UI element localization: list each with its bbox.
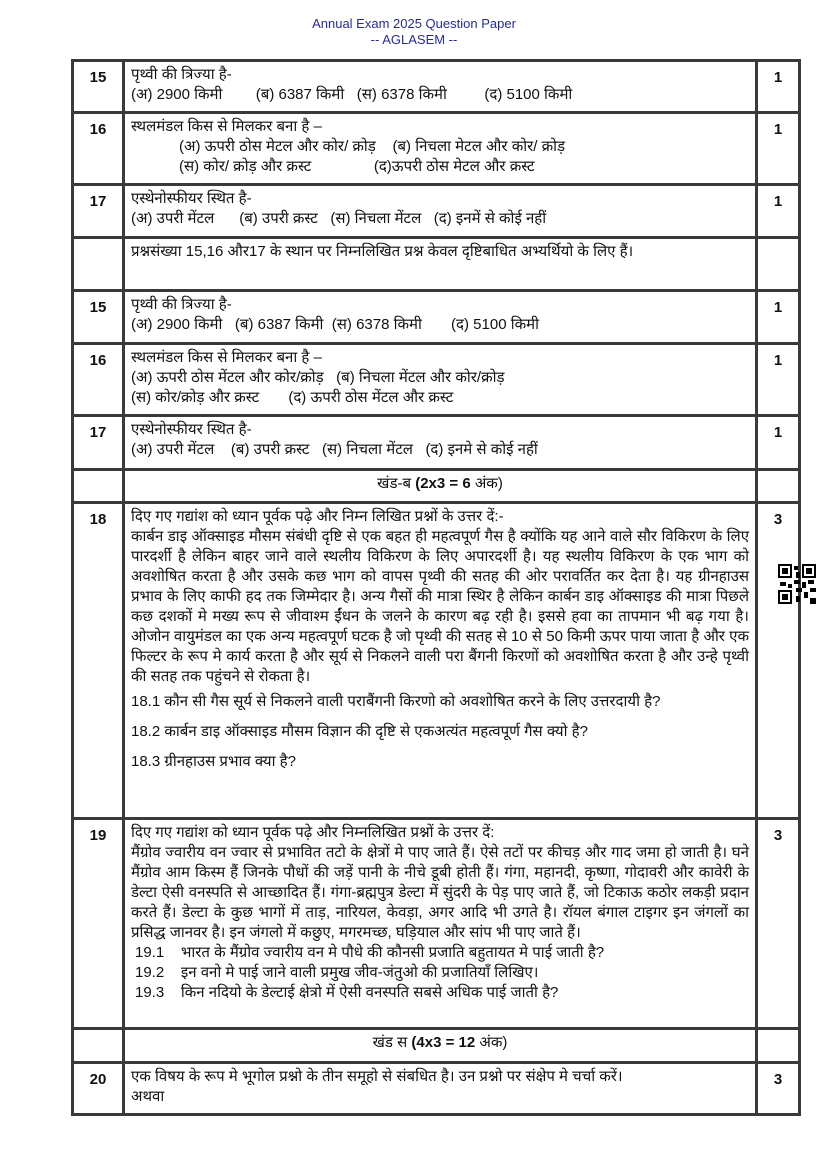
section-label: खंड-ब (377, 475, 416, 492)
question-marks: 3 (757, 1063, 800, 1115)
passage: मैंग्रोव ज्वारीय वन ज्वार से प्रभावित तटो के क्षेत्रों मे पाए जाते हैं। ऐसे तटों पर कीचड़ और गाद जमा हो जाती है। घने मैंग्रोव आम किस्म हैं जिनके पौधों की जड़ें पानी के नीचे डूबी होती हैं। गंगा, महानदी, कृष्णा, गोदावरी और कावेरी के डेल्टा ऐसी वनस्पति से आच्छादित हैं। गंगा-ब्रह्मपुत्र डेल्टा में सुंदरी के पेड़ पाए जाते हैं, जो टिकाऊ कठोर लकड़ी प्रदान करते हैं। डेल्टा के कुछ भागों में ताड़, नारियल, केवड़ा, अगर आदि भी उगते है। रॉयल बंगाल टाइगर इन जंगलों का प्रसिद्ध जानवर है। इन जंगलो में कछुए, मगरमच्छ, घड़ियाल और सांप भी पाए जाते हैं। (131, 844, 749, 941)
question-number: 16 (73, 344, 124, 416)
question-marks: 3 (757, 503, 800, 819)
question-row (73, 291, 800, 344)
question-number (73, 238, 124, 291)
question-options: (अ) 2900 किमी (ब) 6387 किमी (स) 6378 किमी (द) 5100 किमी (131, 316, 539, 333)
question-stem: एक विषय के रूप मे भूगोल प्रश्नो के तीन समूहो से संबधित है। उन प्रश्नो पर संक्षेप मे चर्चा करें। (131, 1068, 623, 1085)
or-label: अथवा (131, 1088, 165, 1105)
question-marks (757, 238, 800, 291)
question-marks: 3 (757, 819, 800, 1029)
sub-question: 18.2 कार्बन डाइ ऑक्साइड मौसम विज्ञान की दृष्टि से एकअत्यंत महत्वपूर्ण गैस क्यो है? (131, 723, 588, 740)
question-stem: एस्थेनोस्फीयर स्थित है- (131, 421, 252, 438)
header-subtitle: -- AGLASEM -- (370, 32, 458, 47)
section-score: (2x3 = 6 (415, 475, 475, 492)
question-marks: 1 (757, 113, 800, 185)
section-heading-row (73, 1029, 800, 1063)
question-marks: 1 (757, 185, 800, 238)
section-unit: अंक) (479, 1034, 508, 1051)
question-stem: एस्थेनोस्फीयर स्थित है- (131, 190, 252, 207)
question-text (124, 113, 757, 185)
question-number: 18 (73, 503, 124, 819)
question-text (124, 185, 757, 238)
question-stem: स्थलमंडल किस से मिलकर बना है – (131, 349, 322, 366)
question-number: 19 (73, 819, 124, 1029)
question-options: (स) कोर/क्रोड़ और क्रस्ट (द) ऊपरी ठोस मेंटल और क्रस्ट (131, 389, 454, 406)
passage: कार्बन डाइ ऑक्साइड मौसम संबंधी दृष्टि से एक बहत ही महत्वपूर्ण गैस है क्योंकि यह आने वाले सौर विकिरण के लिए पारदर्शी है लेकिन बाहर जाने वाले स्थलीय विकिरण के लिए अपारदर्शी है। यह स्थलीय विकिरण के एक भाग को अवशोषित करता है और उसके कछ भाग को वापस पृथ्वी की सतह की ओर परावर्तित कर देता है। यह ग्रीनहाउस प्रभाव के लिए काफी हद तक जिम्मेदार है। अन्य गैसों की मात्रा स्थिर है लेकिन कार्बन डाइ ऑक्साइड की मात्रा पिछले कछ दशकों मे मख्य रूप से जीवाश्म ईंधन के जलने के कारण बढ़ रही है। इससे हवा का तापमान भी बढ़ गया है। ओजोन वायुमंडल का एक अन्य महत्वपूर्ण घटक है जो पृथ्वी की सतह से 10 से 50 किमी ऊपर पाया जाता है और एक फिल्टर के रूप मे कार्य करता है और सूर्य से निकलने वाली परा बैंगनी किरणों को अवशोषित करता है और उन्हे पृथ्वी की सतह तक पहुंचने से रोकता है। (131, 528, 749, 685)
question-options: (स) कोर/ क्रोड़ और क्रस्ट (द)ऊपरी ठोस मेटल और क्रस्ट (179, 158, 535, 175)
question-text (124, 344, 757, 416)
question-row (73, 1063, 800, 1115)
question-text (124, 416, 757, 470)
question-number: 17 (73, 416, 124, 470)
section-score: (4x3 = 12 (411, 1034, 480, 1051)
question-options: (अ) उपरी मेंटल (ब) उपरी क्रस्ट (स) निचला मेंटल (द) इनमें से कोई नहीं (131, 210, 547, 227)
instruction-row (73, 238, 800, 291)
sub-question: 19.2 इन वनो मे पाई जाने वाली प्रमुख जीव-जंतुओ की प्रजातियाँ लिखिए। (135, 964, 539, 981)
sub-question: 18.1 कौन सी गैस सूर्य से निकलने वाली पराबैंगनी किरणो को अवशोषित करने के लिए उत्तरदायी है? (131, 693, 661, 710)
qr-code-icon (778, 564, 816, 604)
passage-instruction: दिए गए गद्यांश को ध्यान पूर्वक पढ़े और निम्नलिखित प्रश्नों के उत्तर दें: (131, 824, 495, 841)
passage-instruction: दिए गए गद्यांश को ध्यान पूर्वक पढ़े और निम्न लिखित प्रश्नों के उत्तर दें:- (131, 508, 504, 525)
question-text (124, 291, 757, 344)
empty-cell (757, 470, 800, 503)
instruction-text: प्रश्नसंख्या 15,16 और17 के स्थान पर निम्नलिखित प्रश्न केवल दृष्टिबाधित अभ्यर्थियो के लिए हैं। (124, 238, 757, 291)
question-stem: पृथ्वी की त्रिज्या है- (131, 296, 232, 313)
question-marks: 1 (757, 61, 800, 113)
question-text (124, 819, 757, 1029)
question-row (73, 416, 800, 470)
question-text (124, 1063, 757, 1115)
empty-cell (757, 1029, 800, 1063)
question-number: 16 (73, 113, 124, 185)
section-c-heading (124, 1029, 757, 1063)
question-table (71, 59, 801, 1116)
question-number: 15 (73, 291, 124, 344)
section-label: खंड स (372, 1034, 412, 1051)
question-options: (अ) 2900 किमी (ब) 6387 किमी (स) 6378 किमी (द) 5100 किमी (131, 86, 573, 103)
question-row (73, 344, 800, 416)
sub-question: 19.1 भारत के मैंग्रोव ज्वारीय वन मे पौधे की कौनसी प्रजाति बहुतायत मे पाई जाती है? (135, 944, 605, 961)
question-row (73, 185, 800, 238)
question-row (73, 113, 800, 185)
question-marks: 1 (757, 416, 800, 470)
section-heading-row (73, 470, 800, 503)
question-marks: 1 (757, 291, 800, 344)
empty-cell (73, 1029, 124, 1063)
section-unit: अंक) (474, 475, 503, 492)
question-row (73, 819, 800, 1029)
empty-cell (73, 470, 124, 503)
header-title: Annual Exam 2025 Question Paper (312, 16, 516, 31)
question-row (73, 61, 800, 113)
question-text (124, 61, 757, 113)
question-text (124, 503, 757, 819)
question-number: 17 (73, 185, 124, 238)
question-marks: 1 (757, 344, 800, 416)
question-options: (अ) उपरी मेंटल (ब) उपरी क्रस्ट (स) निचला मेंटल (द) इनमे से कोई नहीं (131, 441, 538, 458)
sub-question: 18.3 ग्रीनहाउस प्रभाव क्या है? (131, 753, 296, 770)
section-b-heading (124, 470, 757, 503)
question-number: 15 (73, 61, 124, 113)
question-number: 20 (73, 1063, 124, 1115)
question-options: (अ) ऊपरी ठोस मेंटल और कोर/क्रोड़ (ब) निचला मेंटल और कोर/क्रोड़ (131, 369, 505, 386)
page-header (0, 16, 828, 48)
question-stem: स्थलमंडल किस से मिलकर बना है – (131, 118, 322, 135)
question-row (73, 503, 800, 819)
sub-question: 19.3 किन नदियो के डेल्टाई क्षेत्रो में ऐसी वनस्पति सबसे अधिक पाई जाती है? (135, 984, 559, 1001)
question-stem: पृथ्वी की त्रिज्या है- (131, 66, 232, 83)
question-options: (अ) ऊपरी ठोस मेटल और कोर/ क्रोड़ (ब) निचला मेटल और कोर/ क्रोड़ (179, 138, 565, 155)
